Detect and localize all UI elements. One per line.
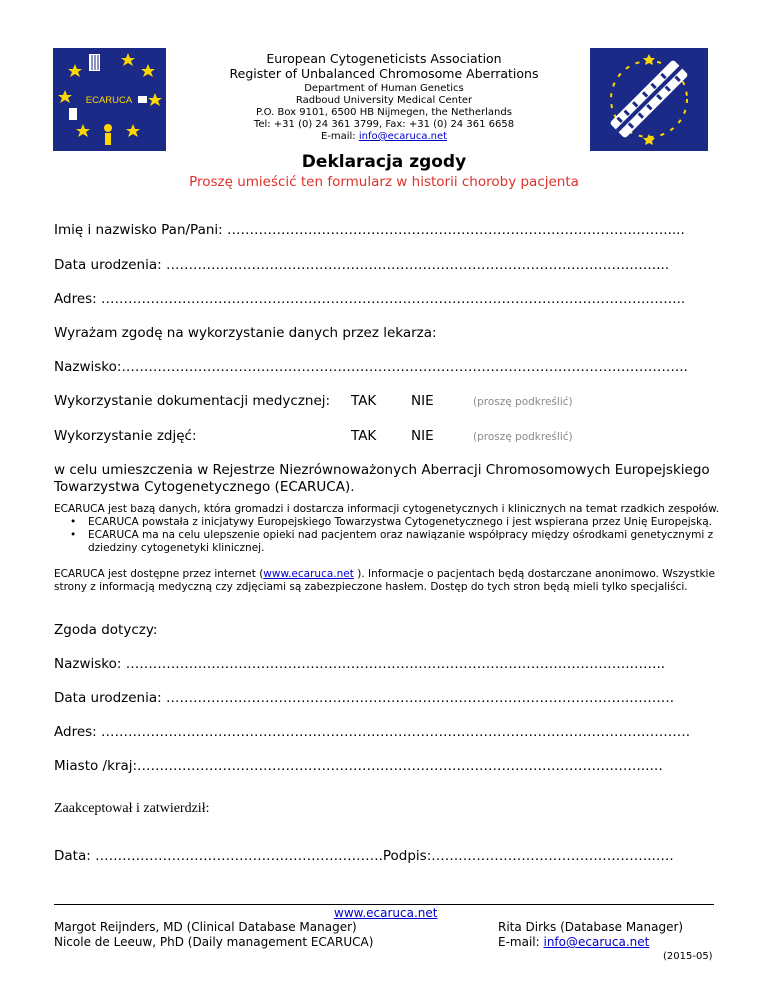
email-line [200, 131, 568, 143]
access-before: ECARUCA jest dostępne przez internet ( [54, 568, 264, 580]
access-line-1 [54, 568, 715, 581]
footer-manager-2: Nicole de Leeuw, PhD (Daily management ECARUCA) [54, 935, 374, 949]
date-signature-field[interactable]: Data: ……………………………………………………….Podpis:…………………………………………..…. [54, 848, 674, 864]
footer-manager-1: Margot Reijnders, MD (Clinical Database Manager) [54, 920, 357, 934]
usage-row-photos-no[interactable]: NIE [411, 428, 434, 444]
email-label: E-mail: [320, 131, 359, 142]
ecaruca-logo-left [53, 48, 166, 151]
footer-email-link[interactable]: info@ecaruca.net [543, 935, 650, 949]
department: Department of Human Genetics [304, 83, 464, 94]
patient-birth-field[interactable]: Data urodzenia: ………………………………………………………………………………………….……... [54, 257, 670, 273]
postal-address: P.O. Box 9101, 6500 HB Nijmegen, the Netherlands [256, 107, 512, 118]
patient-name-field[interactable]: Imię i nazwisko Pan/Pani: ……………………………………………………………………………….……..... [54, 222, 685, 238]
footer-website-link[interactable]: www.ecaruca.net [334, 906, 438, 920]
info-bullet-2: ECARUCA ma na celu ulepszenie opieki nad pacjentem oraz nawiązanie współpracy między ośrodkami genetycznymi z [88, 529, 714, 541]
footer-email-label: E-mail: [498, 935, 544, 949]
usage-row-records-no[interactable]: NIE [411, 393, 434, 409]
patient-address-field[interactable]: Adres: ………………………………………………………………………………………………………….……... [54, 291, 686, 307]
access-after: ). Informacje o pacjentach będą dostarczane anonimowo. Wszystkie [353, 568, 715, 580]
purpose-line-1: w celu umieszczenia w Rejestrze Niezrównoważonych Aberracji Chromosomowych Europejskiego [54, 462, 710, 478]
info-intro: ECARUCA jest bazą danych, która gromadzi i dostarcza informacji cytogenetycznych i klinicznych na temat rzadkich zespołów. [54, 503, 720, 515]
register-name: Register of Unbalanced Chromosome Aberrations [229, 66, 539, 81]
usage-row-records-yes[interactable]: TAK [351, 393, 377, 409]
bullet-dot-icon: • [70, 529, 77, 541]
footer-database-manager: Rita Dirks (Database Manager) [498, 920, 684, 934]
medical-center: Radboud University Medical Center [295, 95, 473, 106]
footer-divider [54, 904, 714, 905]
usage-row-records-label: Wykorzystanie dokumentacji medycznej: [54, 393, 331, 409]
subject-address-field[interactable]: Adres: ………………………………………………………………………………………………………….………. [54, 724, 691, 740]
consent-intro: Wyrażam zgodę na wykorzystanie danych przez lekarza: [54, 325, 437, 341]
concerns-heading: Zgoda dotyczy: [54, 622, 158, 638]
info-bullet-2-continued: dziedziny cytogenetyki klinicznej. [88, 542, 265, 554]
doctor-name-field[interactable]: Nazwisko:……………………………………………………………………………………………………………... [54, 359, 688, 375]
usage-row-photos-label: Wykorzystanie zdjęć: [54, 428, 197, 444]
subject-surname-field[interactable]: Nazwisko: ………………………………………………………………………………………………….…….. [54, 656, 666, 672]
phone-fax: Tel: +31 (0) 24 361 3799, Fax: +31 (0) 24 361 6658 [253, 119, 515, 130]
form-subtitle: Proszę umieścić ten formularz w historii choroby pacjenta [189, 174, 579, 190]
access-website-link[interactable]: www.ecaruca.net [263, 568, 354, 580]
form-title: Deklaracja zgody [301, 152, 467, 172]
info-bullet-1: ECARUCA powstała z inicjatywy Europejskiego Towarzystwa Cytogenetycznego i jest wspierana przez Unię Europejską. [88, 516, 712, 528]
bullet-dot-icon: • [70, 516, 77, 528]
subject-birth-field[interactable]: Data urodzenia: ………………………………………………………………………………………….………. [54, 690, 675, 706]
subject-city-field[interactable]: Miasto /kraj:…………………………………………………………………………………………….……..… [54, 758, 663, 774]
form-version: (2015-05) [663, 951, 713, 962]
accepted-label: Zaakceptował i zatwierdził: [54, 801, 210, 816]
footer-email-line [498, 935, 649, 949]
logo-left-text: ECARUCA [85, 95, 133, 106]
purpose-line-2: Towarzystwa Cytogenetycznego (ECARUCA). [54, 479, 355, 495]
usage-row-photos-hint: (proszę podkreślić) [473, 431, 573, 443]
header-email-link[interactable]: info@ecaruca.net [358, 131, 448, 142]
organization-name: European Cytogeneticists Association [266, 51, 502, 66]
usage-row-records-hint: (proszę podkreślić) [473, 396, 573, 408]
access-line-2: strony z informacją medyczną czy zdjęciami są zabezpieczone hasłem. Dostęp do tych stron będą mieli tylko specjaliści. [54, 581, 688, 593]
ecaruca-logo-right [590, 48, 708, 151]
usage-row-photos-yes[interactable]: TAK [351, 428, 377, 444]
